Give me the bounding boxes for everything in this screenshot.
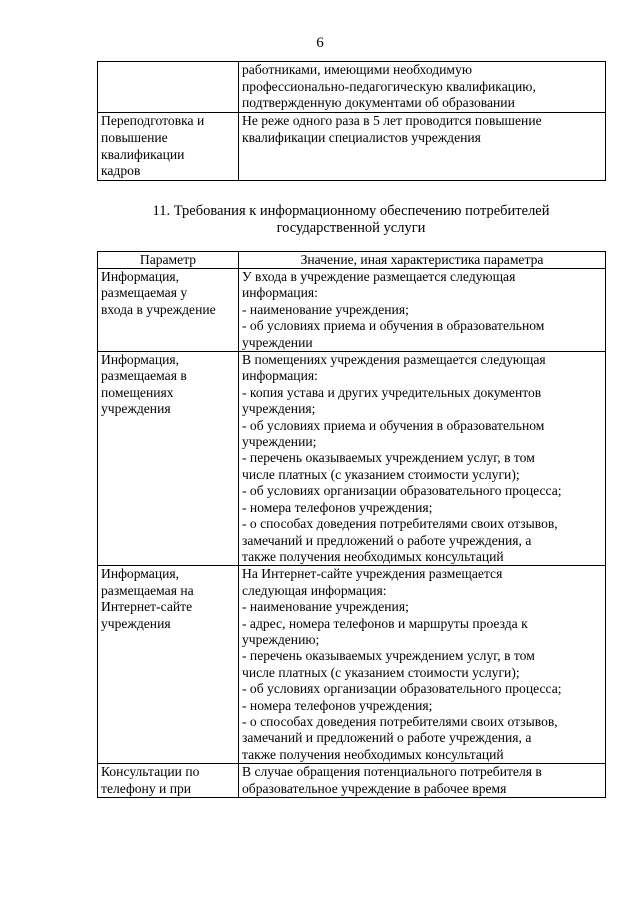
value-line: учреждении; xyxy=(242,434,317,450)
value-line: также получения необходимых консультаций xyxy=(242,548,504,564)
value-line: образовательное учреждение в рабочее время xyxy=(242,780,507,796)
value-line: - номера телефонов учреждения; xyxy=(242,499,433,515)
value-line: учреждению; xyxy=(242,631,320,647)
section-title-line: 11. Требования к информационному обеспечению потребителей xyxy=(152,203,550,219)
parameter-line: повышение xyxy=(101,129,168,145)
value-line: информация: xyxy=(242,368,318,384)
value-line: - наименование учреждения; xyxy=(242,599,409,615)
parameter-line: квалификации xyxy=(101,146,185,162)
value-cell xyxy=(239,269,606,352)
value-line: На Интернет-сайте учреждения размещается xyxy=(242,566,503,582)
section-title xyxy=(97,203,605,237)
info-table-body xyxy=(98,269,606,798)
value-line: следующая информация: xyxy=(242,582,387,598)
parameter-line: Информация, xyxy=(101,566,180,582)
table-row xyxy=(98,352,606,566)
parameter-line: размещаемая у xyxy=(101,285,188,301)
parameter-cell xyxy=(98,566,239,764)
value-line: учреждении xyxy=(242,334,313,350)
value-line: - о способах доведения потребителями своих отзывов, xyxy=(242,713,558,729)
parameter-line: входа в учреждение xyxy=(101,301,216,317)
value-line: замечаний и предложений о работе учреждения, а xyxy=(242,730,532,746)
header-parameter: Параметр xyxy=(98,252,239,269)
value-line: Не реже одного раза в 5 лет проводится повышение xyxy=(242,113,542,129)
parameter-line: учреждения xyxy=(101,615,171,631)
value-cell xyxy=(239,352,606,566)
value-cell xyxy=(239,62,606,113)
value-line: числе платных (с указанием стоимости услуги); xyxy=(242,466,520,482)
value-line: - копия устава и других учредительных документов xyxy=(242,384,542,400)
value-line: - об условиях организации образовательного процесса; xyxy=(242,681,562,697)
parameter-line: Информация, xyxy=(101,269,180,284)
value-line: - об условиях приема и обучения в образовательном xyxy=(242,417,545,433)
info-requirements-table xyxy=(97,251,606,798)
value-line: В помещениях учреждения размещается следующая xyxy=(242,352,546,368)
value-cell xyxy=(239,566,606,764)
continued-table-body xyxy=(98,62,606,181)
parameter-line: Интернет-сайте xyxy=(101,599,193,615)
value-cell xyxy=(239,113,606,181)
value-line: числе платных (с указанием стоимости услуги); xyxy=(242,664,520,680)
header-value: Значение, иная характеристика параметра xyxy=(239,252,606,269)
parameter-cell xyxy=(98,113,239,181)
value-line: работниками, имеющими необходимую xyxy=(242,62,472,77)
value-line: подтвержденную документами об образовании xyxy=(242,95,515,111)
parameter-line: Консультации по xyxy=(101,764,200,780)
parameter-cell xyxy=(98,62,239,113)
table-row xyxy=(98,269,606,352)
table-row xyxy=(98,566,606,764)
parameter-cell xyxy=(98,269,239,352)
value-line: - перечень оказываемых учреждением услуг, в том xyxy=(242,450,535,466)
parameter-cell xyxy=(98,764,239,798)
table-row xyxy=(98,764,606,798)
parameter-line: телефону и при xyxy=(101,780,192,796)
value-line: также получения необходимых консультаций xyxy=(242,746,504,762)
value-line: - наименование учреждения; xyxy=(242,301,409,317)
value-line: - номера телефонов учреждения; xyxy=(242,697,433,713)
parameter-line: размещаемая в xyxy=(101,368,187,384)
table-header-row xyxy=(98,252,606,269)
value-line: информация: xyxy=(242,285,318,301)
parameter-line: кадров xyxy=(101,163,141,179)
value-cell xyxy=(239,764,606,798)
page-number: 6 xyxy=(316,35,324,51)
parameter-line: Переподготовка и xyxy=(101,113,205,129)
value-line: - об условиях организации образовательного процесса; xyxy=(242,483,562,499)
value-line: - адрес, номера телефонов и маршруты проезда к xyxy=(242,615,528,631)
value-line: В случае обращения потенциального потребителя в xyxy=(242,764,542,780)
continued-table xyxy=(97,61,606,181)
section-title-line: государственной услуги xyxy=(276,220,426,236)
value-line: - о способах доведения потребителями своих отзывов, xyxy=(242,516,558,532)
table-row xyxy=(98,62,606,113)
value-line: - об условиях приема и обучения в образовательном xyxy=(242,318,545,334)
value-line: замечаний и предложений о работе учреждения, а xyxy=(242,532,532,548)
value-line: учреждения; xyxy=(242,401,316,417)
value-line: - перечень оказываемых учреждением услуг, в том xyxy=(242,648,535,664)
parameter-line: размещаемая на xyxy=(101,582,194,598)
parameter-line: учреждения xyxy=(101,401,171,417)
value-line: квалификации специалистов учреждения xyxy=(242,129,481,145)
parameter-line: Информация, xyxy=(101,352,180,368)
table-row xyxy=(98,113,606,181)
value-line: У входа в учреждение размещается следующая xyxy=(242,269,516,284)
value-line: профессионально-педагогическую квалификацию, xyxy=(242,78,536,94)
parameter-cell xyxy=(98,352,239,566)
parameter-line: помещениях xyxy=(101,384,174,400)
